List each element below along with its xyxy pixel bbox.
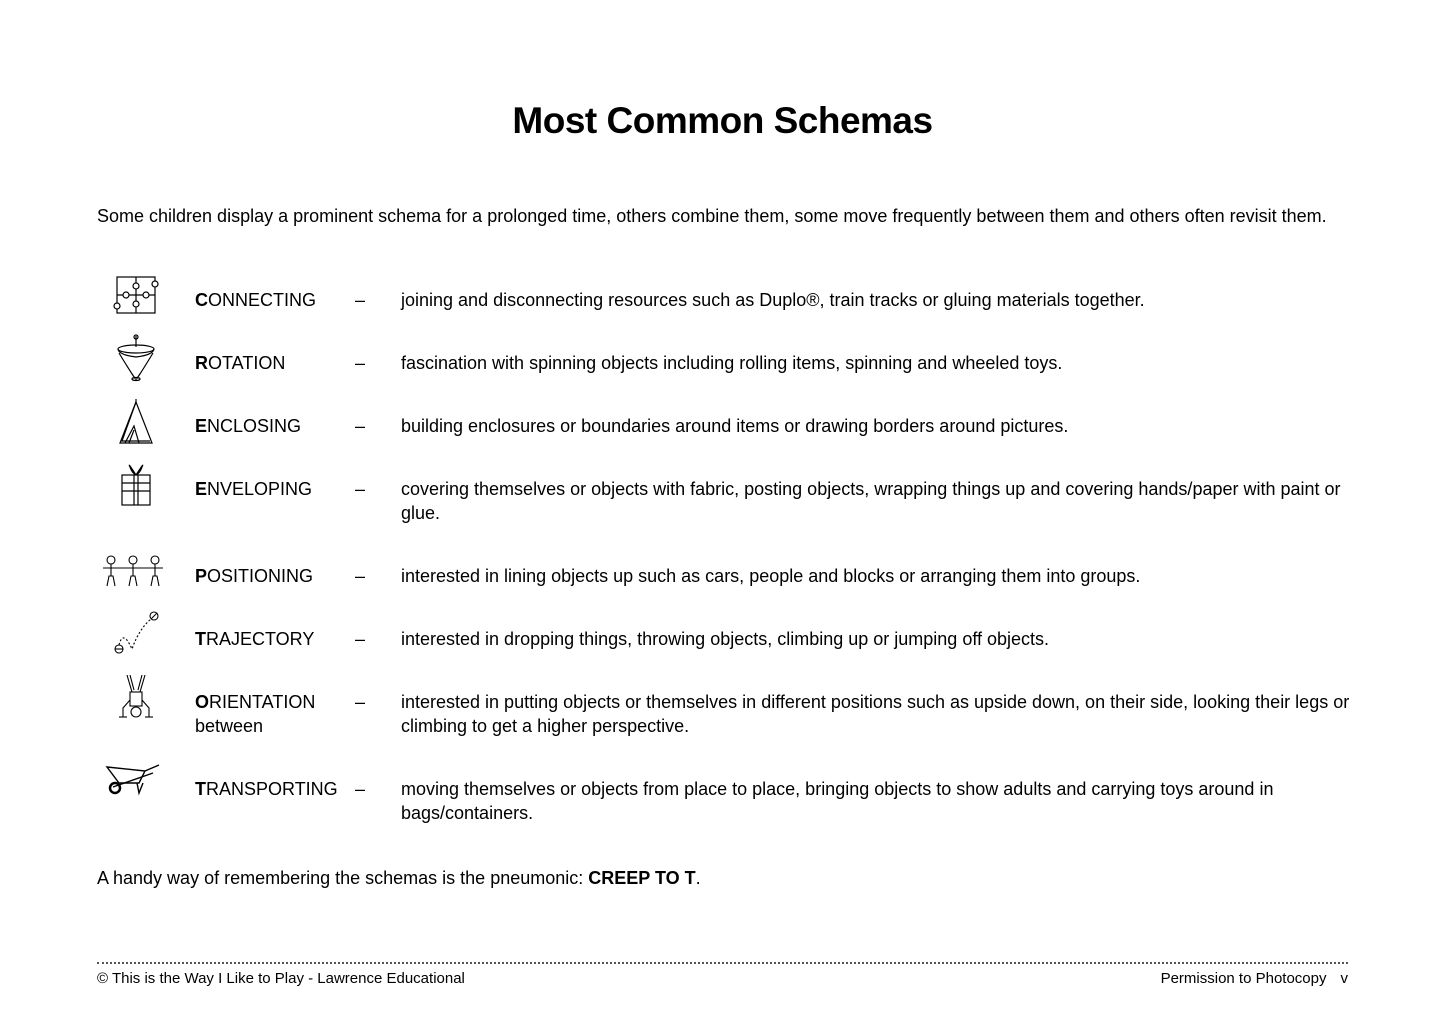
jigsaw-puzzle-icon [97,270,175,320]
schema-term: ORIENTATION between [195,692,316,736]
schema-dash: – [355,416,366,436]
schema-description: covering themselves or objects with fabric, posting objects, wrapping things up and covering hands/paper with paint or glue. [401,479,1341,523]
schema-term: ENCLOSING [195,416,302,436]
schema-row-positioning [97,564,1357,624]
schema-description: interested in lining objects up such as cars, people and blocks or arranging them into groups. [401,566,1141,586]
schema-term: CONNECTING [195,290,316,310]
schema-dash: – [355,353,366,373]
schema-term: TRAJECTORY [195,629,315,649]
paper-chain-people-icon [97,546,175,596]
schema-description: building enclosures or boundaries around items or drawing borders around pictures. [401,416,1069,436]
bouncing-ball-icon [97,609,175,659]
schema-row-rotation [97,351,1357,411]
intro-paragraph: Some children display a prominent schema for a prolonged time, others combine them, some move frequently between them and others often revisit them. [97,206,1327,226]
schema-description: joining and disconnecting resources such as Duplo®, train tracks or gluing materials together. [401,290,1145,310]
schema-row-trajectory [97,627,1357,687]
schema-row-orientation [97,690,1357,750]
schema-term: TRANSPORTING [195,779,338,799]
schema-description: interested in dropping things, throwing objects, climbing up or jumping off objects. [401,629,1050,649]
spinning-top-icon [97,333,175,383]
schema-term: ENVELOPING [195,479,313,499]
schema-row-transporting [97,777,1357,837]
handstand-child-icon [97,672,175,722]
schema-row-enveloping [97,477,1357,537]
footer-copyright: © This is the Way I Like to Play - Lawrence Educational [97,970,465,987]
schema-dash: – [355,692,366,712]
schema-dash: – [355,290,366,310]
page-title: Most Common Schemas [512,100,933,141]
schema-description: interested in putting objects or themselves in different positions such as upside down, on their side, looking their legs or climbing to get a higher perspective. [401,692,1350,736]
page-number: v [1340,970,1348,987]
tent-icon [97,396,175,446]
mnemonic-line: A handy way of remembering the schemas is the pneumonic: CREEP TO T. [97,868,701,888]
schema-dash: – [355,779,366,799]
schema-term: ROTATION [195,353,286,373]
schema-description: fascination with spinning objects including rolling items, spinning and wheeled toys. [401,353,1063,373]
schema-row-enclosing [97,414,1357,474]
schema-term-extra: between [195,716,264,736]
schema-dash: – [355,629,366,649]
schema-dash: – [355,479,366,499]
footer-permission: Permission to Photocopy v [1160,970,1348,987]
schema-dash: – [355,566,366,586]
schema-row-connecting [97,288,1357,348]
schema-description: moving themselves or objects from place to place, bringing objects to show adults and carrying toys around in bags/containers. [401,779,1274,823]
wheelbarrow-icon [97,759,175,809]
gift-box-icon [97,459,175,509]
footer-divider [97,962,1348,964]
mnemonic-acronym: CREEP TO T [588,868,696,888]
schema-term: POSITIONING [195,566,314,586]
